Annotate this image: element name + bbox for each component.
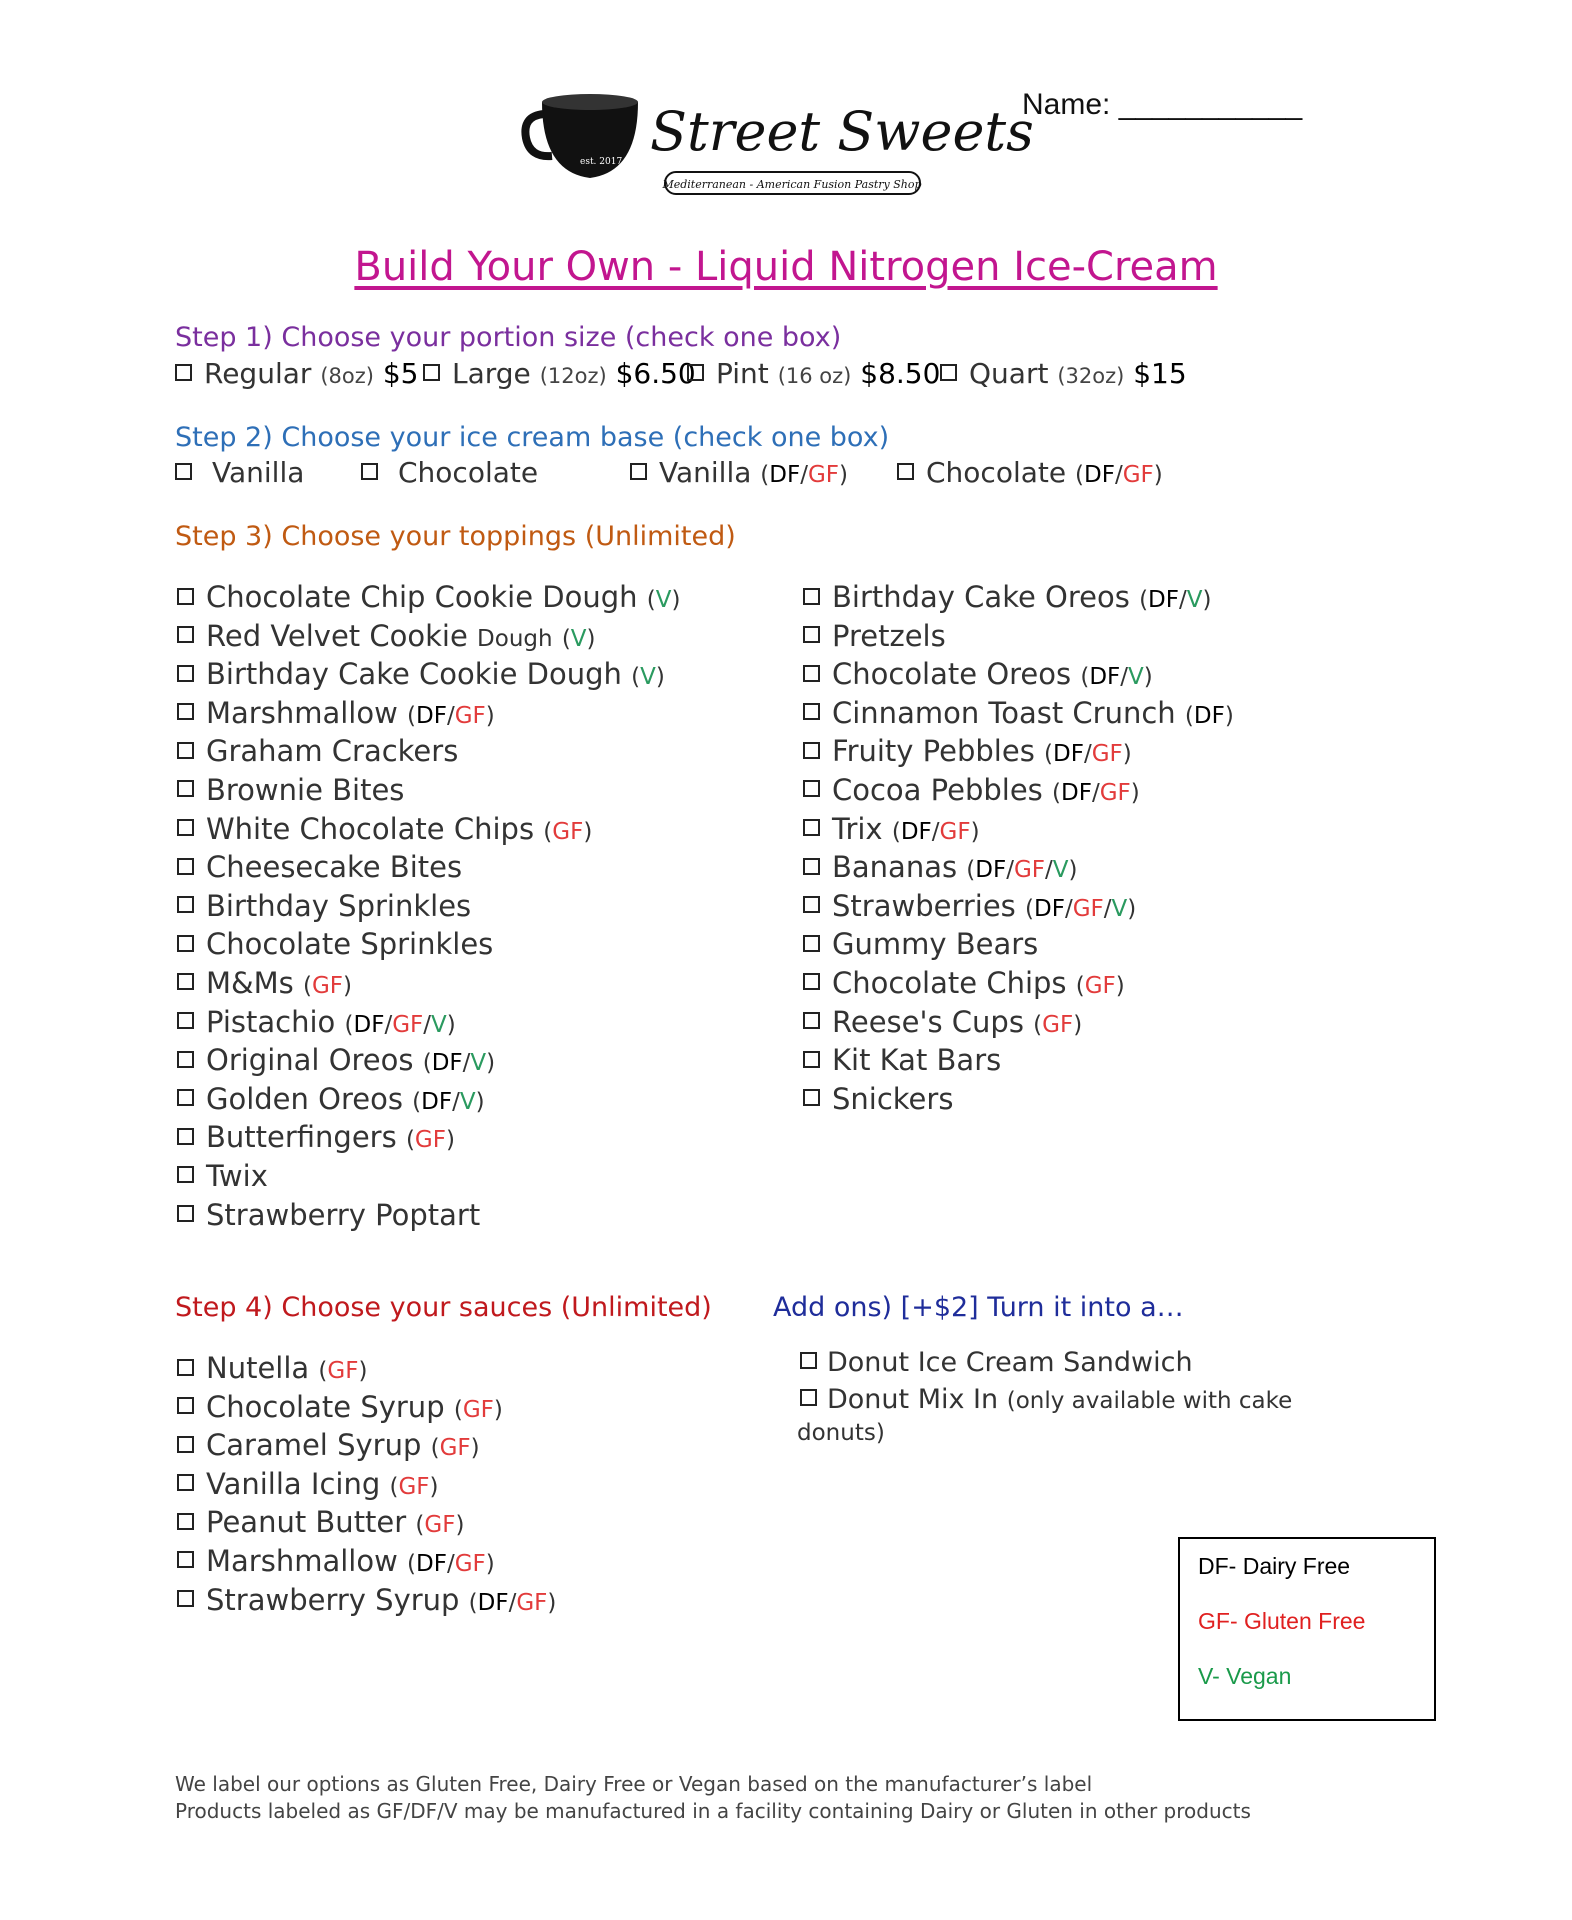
checkbox[interactable] — [800, 1352, 817, 1369]
topping-item[interactable] — [803, 1080, 1234, 1119]
item-label: Fruity Pebbles — [832, 734, 1035, 769]
tag-gf: GF — [1072, 895, 1104, 922]
topping-item[interactable]: Fruity Pebbles (DF/GF) — [803, 732, 1234, 771]
checkbox[interactable] — [177, 819, 194, 836]
checkbox[interactable] — [177, 973, 194, 990]
item-label: Red Velvet Cookie — [206, 618, 468, 653]
checkbox[interactable] — [803, 1089, 820, 1106]
checkbox[interactable] — [177, 858, 194, 875]
tag-gf: GF — [439, 1435, 471, 1462]
tag-df: DF — [431, 1050, 463, 1077]
checkbox[interactable] — [177, 780, 194, 797]
checkbox[interactable] — [177, 703, 194, 720]
tag-df: DF — [1061, 779, 1092, 806]
tag-df: DF — [416, 1550, 447, 1577]
item-label: Reese's Cups — [832, 1004, 1024, 1039]
base-vanilla-dfgf-option[interactable]: Vanilla (DF/GF) — [630, 456, 848, 489]
portion-quart-option[interactable]: Quart (32oz) $15 — [940, 357, 1187, 390]
tag-v: V — [1128, 664, 1144, 691]
item-label: Trix — [832, 811, 883, 846]
toppings-right-list — [803, 578, 1234, 1118]
sauce-item[interactable]: Caramel Syrup (GF) — [177, 1426, 556, 1465]
svg-text:Street Sweets: Street Sweets — [650, 100, 1034, 163]
tag-gf: GF — [414, 1127, 446, 1154]
item-label: Bananas — [832, 850, 958, 885]
topping-item[interactable]: Butterfingers (GF) — [177, 1118, 680, 1157]
item-label: Snickers — [832, 1081, 954, 1116]
tag-df: DF — [900, 818, 932, 845]
item-label: Peanut Butter — [206, 1505, 407, 1540]
tag-df: DF — [353, 1011, 385, 1038]
checkbox[interactable] — [803, 742, 820, 759]
base-vanilla-option[interactable]: Vanilla — [175, 456, 304, 489]
checkbox[interactable] — [175, 364, 192, 381]
item-label: Birthday Cake Oreos — [832, 580, 1130, 614]
checkbox[interactable] — [177, 1051, 194, 1068]
item-label: Butterfingers — [206, 1120, 397, 1155]
item-label: Strawberries — [832, 888, 1016, 923]
checkbox[interactable] — [803, 896, 820, 913]
checkbox[interactable] — [177, 1436, 194, 1453]
item-label: Caramel Syrup — [206, 1428, 422, 1463]
checkbox[interactable] — [803, 935, 820, 952]
tag-gf: GF — [1084, 972, 1116, 999]
tag-df: DF — [1193, 702, 1225, 729]
item-label: Pretzels — [832, 618, 946, 653]
step1-heading: Step 1) Choose your portion size (check one box) — [175, 322, 842, 353]
tag-gf: GF — [1091, 741, 1123, 768]
tag-gf: GF — [454, 1550, 486, 1577]
topping-item[interactable]: Red Velvet Cookie Dough (V) — [177, 617, 680, 656]
addon-donut-sandwich-option[interactable]: Donut Ice Cream Sandwich — [800, 1347, 1193, 1378]
tag-df: DF — [1089, 664, 1121, 691]
checkbox[interactable] — [177, 665, 194, 682]
tag-v: V — [570, 625, 587, 652]
item-label: Original Oreos — [206, 1043, 414, 1078]
topping-item[interactable] — [803, 1041, 1234, 1080]
item-label: Vanilla Icing — [206, 1466, 381, 1501]
item-label: Cocoa Pebbles — [832, 772, 1043, 807]
page-title: Build Your Own - Liquid Nitrogen Ice-Cream — [354, 244, 1218, 290]
tag-gf: GF — [516, 1589, 548, 1616]
topping-item[interactable] — [177, 732, 680, 771]
checkbox[interactable] — [177, 1166, 194, 1183]
item-label: Cheesecake Bites — [206, 850, 463, 885]
tag-gf: GF — [454, 702, 486, 729]
topping-item[interactable]: Bananas (DF/GF/V) — [803, 848, 1234, 887]
svg-text:Mediterranean - American Fusio: Mediterranean - American Fusion Pastry Shop — [662, 178, 922, 191]
tag-df: DF — [477, 1589, 509, 1616]
checkbox[interactable] — [803, 973, 820, 990]
sauce-item[interactable]: Nutella (GF) — [177, 1349, 556, 1388]
topping-item[interactable]: Chocolate Chips (GF) — [803, 964, 1234, 1003]
base-chocolate-dfgf-option[interactable]: Chocolate (DF/GF) — [897, 456, 1163, 489]
tag-gf: GF — [1013, 857, 1046, 884]
svg-text:est. 2017: est. 2017 — [580, 157, 623, 167]
item-label: Brownie Bites — [206, 772, 405, 807]
sauce-item[interactable]: Peanut Butter (GF) — [177, 1503, 556, 1542]
item-label-extra: Dough — [477, 625, 553, 652]
tag-v: V — [1052, 857, 1069, 884]
sauce-item[interactable]: Chocolate Syrup (GF) — [177, 1388, 556, 1427]
checkbox[interactable] — [177, 935, 194, 952]
item-label: Birthday Sprinkles — [206, 888, 472, 923]
topping-item[interactable]: Cocoa Pebbles (DF/GF) — [803, 771, 1234, 810]
addons-heading: Add ons) [+$2] Turn it into a… — [773, 1292, 1184, 1323]
item-label: Kit Kat Bars — [832, 1043, 1002, 1078]
tag-gf: GF — [327, 1358, 359, 1384]
checkbox[interactable] — [803, 1012, 820, 1029]
topping-item[interactable]: Marshmallow (DF/GF) — [177, 694, 680, 733]
item-label: Marshmallow — [206, 1543, 398, 1578]
item-label: Chocolate Chip Cookie Dough — [206, 580, 638, 614]
item-label: Birthday Cake Cookie Dough — [206, 657, 622, 692]
topping-item[interactable]: Cinnamon Toast Crunch (DF) — [803, 694, 1234, 733]
tag-df: DF — [421, 1088, 453, 1115]
item-label: Cinnamon Toast Crunch — [832, 695, 1176, 730]
tag-v: V — [655, 587, 672, 613]
legend-v: V- Vegan — [1198, 1663, 1292, 1689]
checkbox[interactable] — [177, 1012, 194, 1029]
tag-gf: GF — [462, 1396, 494, 1423]
tag-v: V — [1111, 895, 1128, 922]
legend-df: DF- Dairy Free — [1198, 1553, 1351, 1579]
logo-graphic — [520, 80, 1034, 200]
item-label: Chocolate Oreos — [832, 657, 1072, 692]
step2-heading: Step 2) Choose your ice cream base (check one box) — [175, 422, 890, 453]
tag-df: DF — [416, 702, 447, 729]
tag-df: DF — [1148, 587, 1179, 613]
base-chocolate-option[interactable]: Chocolate — [361, 456, 538, 489]
sauce-item[interactable]: Strawberry Syrup (DF/GF) — [177, 1581, 556, 1620]
legend-gf: GF- Gluten Free — [1198, 1608, 1366, 1634]
addon-donut-mixin-option[interactable]: Donut Mix In (only available with cake — [800, 1384, 1292, 1415]
checkbox[interactable] — [177, 1551, 194, 1568]
checkbox[interactable] — [177, 1397, 194, 1414]
addon-donut-mixin-note: donuts) — [797, 1420, 885, 1446]
tag-v: V — [459, 1088, 476, 1115]
tag-gf: GF — [552, 818, 584, 845]
topping-item[interactable]: Strawberries (DF/GF/V) — [803, 887, 1234, 926]
tag-gf: GF — [392, 1011, 424, 1038]
checkbox[interactable] — [423, 364, 440, 381]
topping-item[interactable]: Pistachio (DF/GF/V) — [177, 1003, 680, 1042]
topping-item[interactable]: Chocolate Oreos (DF/V) — [803, 655, 1234, 694]
checkbox[interactable] — [361, 463, 378, 480]
checkbox[interactable] — [687, 364, 704, 381]
topping-item[interactable]: Golden Oreos (DF/V) — [177, 1080, 680, 1119]
checkbox[interactable] — [177, 1513, 194, 1530]
item-label: Golden Oreos — [206, 1081, 403, 1116]
checkbox[interactable] — [803, 703, 820, 720]
checkbox[interactable] — [803, 1051, 820, 1068]
topping-item[interactable]: White Chocolate Chips (GF) — [177, 810, 680, 849]
checkbox[interactable] — [800, 1389, 817, 1406]
item-label: Twix — [206, 1158, 268, 1193]
topping-item[interactable] — [177, 887, 680, 926]
checkbox[interactable] — [177, 1590, 194, 1607]
toppings-left-list — [177, 578, 680, 1234]
item-label: Chocolate Sprinkles — [206, 927, 494, 962]
checkbox[interactable] — [897, 463, 914, 480]
checkbox[interactable] — [803, 858, 820, 875]
item-label: Pistachio — [206, 1004, 336, 1039]
item-label: Strawberry Poptart — [206, 1197, 481, 1232]
sauce-item[interactable]: Marshmallow (DF/GF) — [177, 1542, 556, 1581]
footer-note-1: We label our options as Gluten Free, Dairy Free or Vegan based on the manufacturer’s label — [175, 1772, 1093, 1796]
checkbox[interactable] — [803, 588, 820, 605]
checkbox[interactable] — [177, 1205, 194, 1222]
checkbox[interactable] — [177, 1359, 194, 1376]
checkbox[interactable] — [177, 1089, 194, 1106]
step4-heading: Step 4) Choose your sauces (Unlimited) — [175, 1292, 712, 1323]
tag-gf: GF — [1099, 779, 1131, 806]
topping-item[interactable]: Trix (DF/GF) — [803, 810, 1234, 849]
topping-item[interactable] — [177, 1157, 680, 1196]
checkbox[interactable] — [177, 742, 194, 759]
checkbox[interactable] — [177, 896, 194, 913]
topping-item[interactable]: Birthday Cake Cookie Dough (V) — [177, 655, 680, 694]
tag-v: V — [431, 1011, 447, 1038]
tag-v: V — [640, 664, 656, 691]
checkbox[interactable] — [177, 1128, 194, 1145]
item-label: Graham Crackers — [206, 734, 459, 769]
tag-gf: GF — [398, 1473, 430, 1500]
footer-note-2: Products labeled as GF/DF/V may be manufactured in a facility containing Dairy or Gluten in other products — [175, 1799, 1251, 1823]
topping-item[interactable] — [177, 771, 680, 810]
tag-gf: GF — [1042, 1011, 1074, 1038]
tag-gf: GF — [939, 818, 971, 845]
topping-item[interactable]: Reese's Cups (GF) — [803, 1003, 1234, 1042]
step3-heading: Step 3) Choose your toppings (Unlimited) — [175, 521, 736, 552]
topping-item[interactable] — [177, 925, 680, 964]
portion-regular-option[interactable]: Regular (8oz) $5 — [175, 357, 418, 390]
item-label: M&Ms — [206, 965, 294, 1000]
tag-gf: GF — [424, 1512, 456, 1539]
item-label: Nutella — [206, 1351, 310, 1385]
topping-item[interactable]: Chocolate Chip Cookie Dough (V) — [177, 578, 680, 617]
checkbox[interactable] — [177, 626, 194, 643]
topping-item[interactable] — [803, 617, 1234, 656]
portion-large-option[interactable]: Large (12oz) $6.50 — [423, 357, 696, 390]
name-field[interactable]: Name: ___________ — [1022, 88, 1303, 121]
checkbox[interactable] — [803, 819, 820, 836]
checkbox[interactable] — [177, 588, 194, 605]
item-label: Chocolate Chips — [832, 965, 1067, 1000]
topping-item[interactable]: M&Ms (GF) — [177, 964, 680, 1003]
tag-df: DF — [1034, 895, 1065, 922]
sauce-item[interactable]: Vanilla Icing (GF) — [177, 1465, 556, 1504]
item-label: Chocolate Syrup — [206, 1389, 445, 1424]
topping-item[interactable] — [177, 848, 680, 887]
item-label: White Chocolate Chips — [206, 811, 535, 846]
checkbox[interactable] — [803, 780, 820, 797]
checkbox[interactable] — [803, 665, 820, 682]
item-label: Strawberry Syrup — [206, 1582, 460, 1617]
checkbox[interactable] — [940, 364, 957, 381]
checkbox[interactable] — [630, 463, 647, 480]
tag-df: DF — [975, 857, 1007, 884]
tag-v: V — [1186, 587, 1203, 613]
topping-item[interactable] — [177, 1196, 680, 1235]
legend-box — [1178, 1537, 1436, 1721]
topping-item[interactable] — [803, 925, 1234, 964]
sauces-list — [177, 1349, 556, 1619]
checkbox[interactable] — [177, 1474, 194, 1491]
topping-item[interactable]: Original Oreos (DF/V) — [177, 1041, 680, 1080]
item-label: Marshmallow — [206, 695, 398, 730]
tag-gf: GF — [311, 972, 344, 999]
portion-pint-option[interactable]: Pint (16 oz) $8.50 — [687, 357, 940, 390]
checkbox[interactable] — [803, 626, 820, 643]
street-sweets-logo — [520, 80, 1034, 200]
tag-v: V — [470, 1050, 487, 1077]
item-label: Gummy Bears — [832, 927, 1039, 962]
checkbox[interactable] — [175, 463, 192, 480]
tag-df: DF — [1053, 741, 1084, 768]
topping-item[interactable]: Birthday Cake Oreos (DF/V) — [803, 578, 1234, 617]
